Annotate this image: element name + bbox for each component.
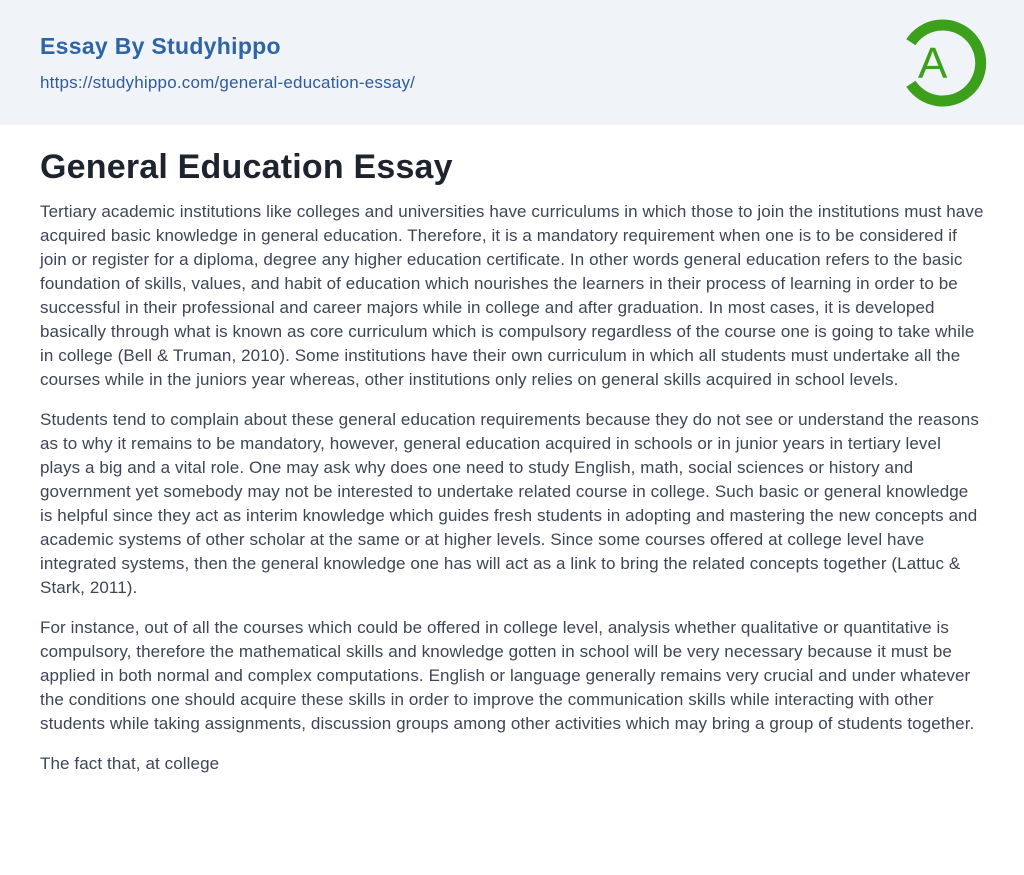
page-header — [0, 0, 1024, 125]
essay-paragraph-2: Students tend to complain about these general education requirements because they do not see or understand the reasons as to why it remains to be mandatory, however, general education acquired in schools or in junior years in tertiary level plays a big and a vital role. One may ask why does one need to study English, math, social sciences or history and government yet somebody may not be interested to undertake related course in college. Such basic or general knowledge is helpful since they act as interim knowledge which guides fresh students in adopting and mastering the new concepts and academic systems of other scholar at the same or at higher levels. Since some courses offered at college level have integrated systems, then the general knowledge one has will act as a link to bring the related concepts together (Lattuc & Stark, 2011). — [40, 410, 979, 597]
header-text-block — [40, 33, 415, 93]
essay-paragraph-1: Tertiary academic institutions like colleges and universities have curriculums in which those to join the institutions must have acquired basic knowledge in general education. Therefore, it is a mandatory requirement when one is to be considered if join or register for a diploma, degree any higher education certificate. In other words general education refers to the basic foundation of skills, values, and habit of education which nourishes the learners in their process of learning in order to be successful in their professional and career majors while in college and after graduation. In most cases, it is developed basically through what is known as core curriculum which is compulsory regardless of the course one is going to take while in college (Bell & Truman, 2010). Some institutions have their own curriculum in which all students must undertake all the courses while in the juniors year whereas, other institutions only relies on general skills acquired in school levels. — [40, 202, 984, 389]
essay-source-title: Essay By Studyhippo — [40, 32, 281, 59]
studyhippo-arc-logo-icon — [896, 17, 988, 109]
studyhippo-logo — [896, 17, 988, 109]
essay-paragraph-3: For instance, out of all the courses which could be offered in college level, analysis whether qualitative or quantitative is compulsory, therefore the mathematical skills and knowledge gotten in school will be very necessary because it must be applied in both normal and complex computations. English or language generally remains very crucial and under whatever the conditions one should acquire these skills in order to improve the communication skills while interacting with other students while taking assignments, discussion groups among other activities which may bring a group of students together. — [40, 618, 975, 733]
essay-paragraph-4: The fact that, at college — [40, 754, 220, 773]
article-title: General Education Essay — [40, 148, 453, 186]
essay-source-url-link[interactable]: https://studyhippo.com/general-education-essay/ — [40, 72, 416, 92]
logo-letter: A — [918, 38, 948, 88]
essay-article — [0, 125, 1024, 776]
